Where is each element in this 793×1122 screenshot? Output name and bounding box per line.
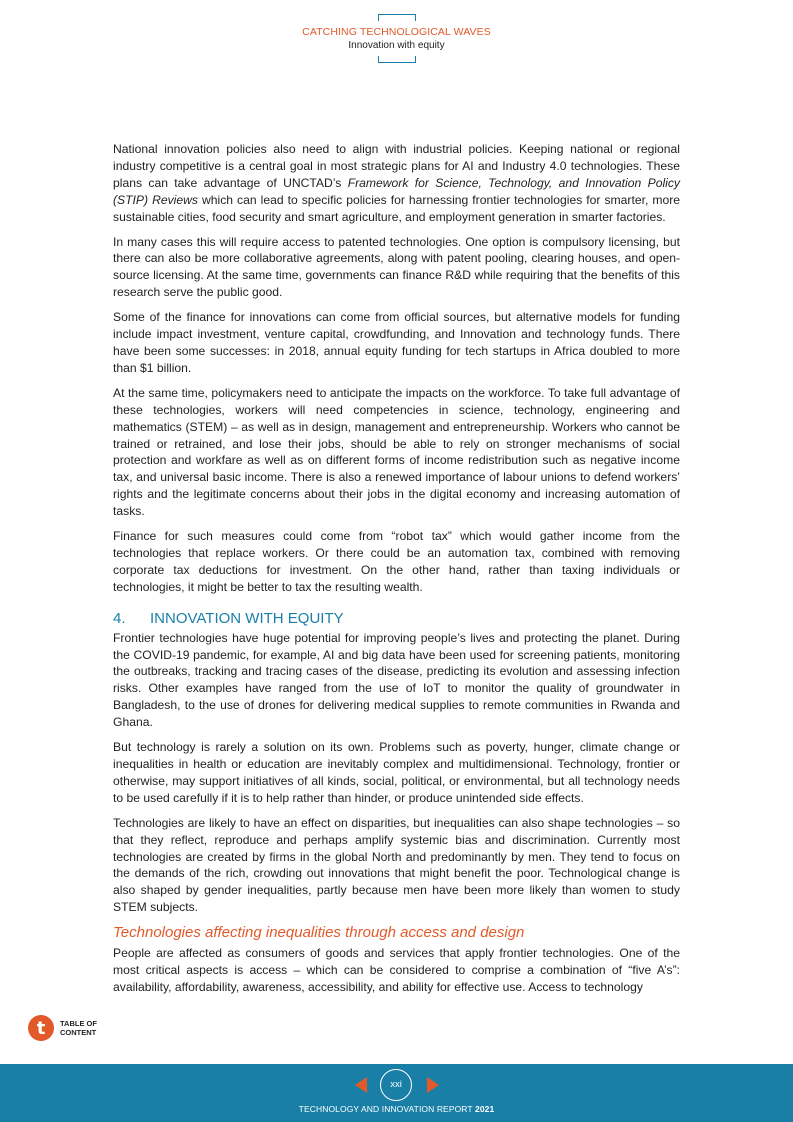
header-bracket-bottom bbox=[378, 56, 416, 63]
section-number: 4. bbox=[113, 609, 126, 627]
table-of-content-link[interactable] bbox=[28, 1015, 97, 1041]
paragraph: In many cases this will require access to patented technologies. One option is compulsory licensing, but there can also be more collaborative agreements, along with patent pooling, clearing houses, and open-source licensing. At the same time, governments can finance R&D while requiring that the benefits of this research serve the public good. bbox=[113, 234, 680, 300]
footer-year: 2021 bbox=[475, 1104, 495, 1114]
paragraph: But technology is rarely a solution on its own. Problems such as poverty, hunger, climate change or inequalities in health or education are inevitably complex and multidimensional. Technology, frontier or otherwise, may support initiatives of all kinds, social, political, or environmental, but all technology needs to be used carefully if it is to help rather than hinder, or produce unintended side effects. bbox=[113, 740, 680, 805]
table-of-content-label[interactable]: TABLE OF CONTENT bbox=[60, 1019, 97, 1037]
paragraph: Some of the finance for innovations can come from official sources, but alternative models for funding include impact investment, venture capital, crowdfunding, and Innovation and technology funds. There have been some successes: in 2018, annual equity funding for tech startups in Africa doubled to more than $1 billion. bbox=[113, 310, 680, 375]
subsection-heading: Technologies affecting inequalities through access and design bbox=[113, 924, 525, 942]
section-title: INNOVATION WITH EQUITY bbox=[150, 609, 344, 627]
page-number: xxi bbox=[380, 1069, 412, 1101]
running-header-subtitle: Innovation with equity bbox=[348, 40, 445, 51]
page-body bbox=[113, 141, 680, 1004]
running-header-title: CATCHING TECHNOLOGICAL WAVES bbox=[302, 26, 491, 38]
paragraph: Frontier technologies have huge potential for improving people’s lives and protecting the planet. During the COVID-19 pandemic, for example, AI and big data have been used for screening patients, monitoring the outbreaks, tracking and tracing cases of the disease, predicting its evolution and assessing infection risks. Other examples have ranged from the use of IoT to monitor the quality of groundwater in Bangladesh, to the use of drones for delivering medical supplies to remote communities in Rwanda and Ghana. bbox=[113, 630, 680, 730]
paragraph: At the same time, policymakers need to anticipate the impacts on the workforce. To take full advantage of these technologies, workers will need competencies in science, technology, engineering and mathematics (STEM) – as well as in design, management and entrepreneurship. Workers who cannot be trained or retrained, and lose their jobs, should be able to rely on stronger mechanisms of social protection and workfare as well as on different forms of income redistribution such as negative income tax, and universal basic income. There is also a renewed importance of labour unions to defend workers’ rights and the legitimate concerns about their jobs in the digital economy and increasing automation of tasks. bbox=[113, 385, 680, 519]
paragraph: Technologies are likely to have an effect on disparities, but inequalities can also shape technologies – so that they reflect, reproduce and perhaps amplify systemic bias and discrimination. Currently most technologies are created by firms in the global North and predominantly by men. They tend to focus on the demands of the rich, crowding out innovations that might benefit the poor. Technological change is also shaped by gender inequalities, partly because men have been more likely than women to study STEM subjects. bbox=[113, 815, 680, 915]
previous-page-arrow-icon[interactable] bbox=[355, 1077, 367, 1093]
header-bracket-top bbox=[378, 14, 416, 21]
page-navigation bbox=[355, 1069, 439, 1101]
section-heading bbox=[113, 610, 680, 627]
paragraph: National innovation policies also need to align with industrial policies. Keeping national or regional industry competitive is a central goal in most strategic plans for AI and Industry 4.0 technologies. These plans can take advantage of UNCTAD’s Framework for Science, Technology, and Innovation Policy (STIP) Reviews which can lead to specific policies for harnessing frontier technologies for smarter, more sustainable cities, food security and smart agriculture, and employment generation in smarter factories. bbox=[113, 142, 680, 224]
next-page-arrow-icon[interactable] bbox=[427, 1077, 439, 1093]
paragraph: Finance for such measures could come from “robot tax” which would gather income from the technologies that replace workers. Or there could be an automation tax, combined with removing corporate tax deductions for investment. On the other hand, rather than taxing individuals or technologies, it might be better to tax the resulting wealth. bbox=[113, 529, 680, 594]
footer-report-title: TECHNOLOGY AND INNOVATION REPORT 2021 bbox=[298, 1104, 495, 1114]
footer-bar bbox=[0, 1064, 793, 1122]
table-of-content-icon[interactable]: t bbox=[28, 1015, 54, 1041]
paragraph: People are affected as consumers of goods and services that apply frontier technologies. One of the most critical aspects is access – which can be considered to comprise a combination of “five A’s”: availability, affordability, awareness, accessibility, and ability for effective use. Access to technology bbox=[113, 946, 680, 994]
